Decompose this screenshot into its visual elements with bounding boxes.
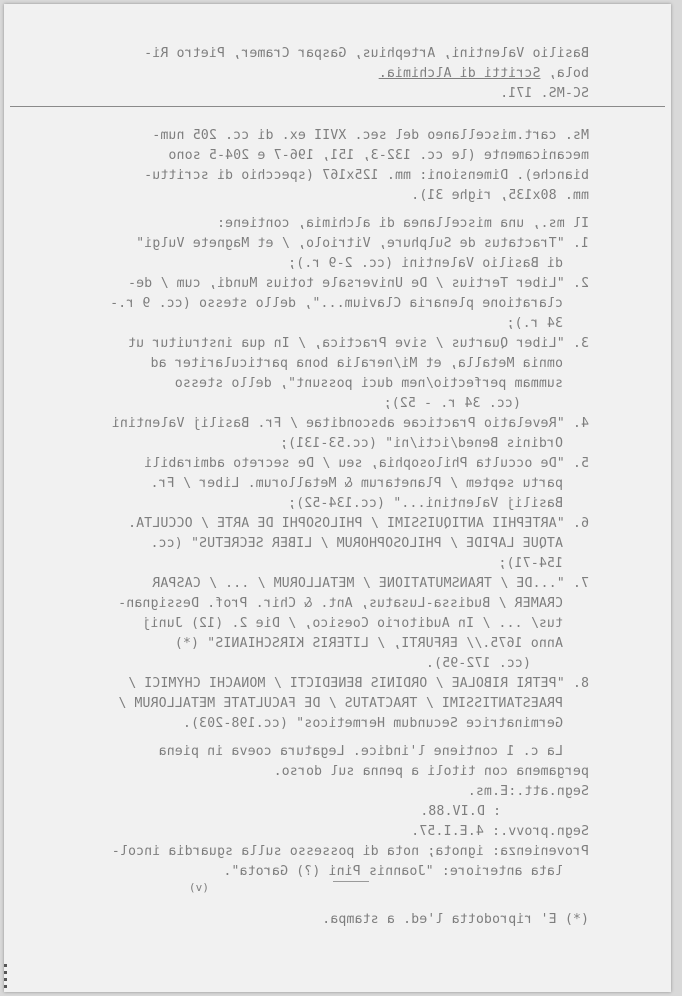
header-line-2 <box>379 66 589 82</box>
body-line: (v) <box>188 881 209 894</box>
body-line: Anno 1675.// ERFURTI, / LITERIS KIRSCHIANIS" (*) <box>174 636 563 651</box>
document-page <box>4 4 671 992</box>
list-item-4: 4. "Revelatio Practicae absconditae / Fr. Basilij Valentini <box>111 416 589 431</box>
list-item-8: 8. "PETRI RIBOLAE / ORDINIS BENEDICTI / MONACHI CHYMICI / <box>127 676 589 691</box>
body-line: mecanicamente (le cc. 132-3, 151, 196-7 e 204-5 sono <box>168 148 589 163</box>
body-line: La c. 1 contiene l'indice. Legatura coeva in piena <box>158 744 563 759</box>
body-line: Germinatrice Secundum Hermeticos" (cc.198-203). <box>182 716 563 731</box>
body-line: Segn.att.:E.ms. <box>467 784 589 799</box>
body-line: PRAESTANTISSIMI / TRACTATUS / DE FACULTATE METALLORUM / <box>118 696 563 711</box>
body-line: Provenienza: ignota; nota di possesso sulla sguardia incol- <box>111 844 589 859</box>
body-line: CRAMER / Budissa-Lusatus, Ant. & Chir. Prof. Dessignan- <box>118 596 563 611</box>
body-line: 34 r.); <box>506 316 563 331</box>
body-line: lata anteriore: "Joannis Pini (?) Garota". <box>223 864 563 879</box>
mirrored-text-layer <box>4 4 671 992</box>
header-title: Scritti di Alchimia. <box>378 66 541 81</box>
list-item-5: 5. "De occulta Philosophia, seu / De secreto admirabili <box>144 456 589 471</box>
body-line: omnia Metalla, et Mi/neralia bona particulariter ad <box>150 356 563 371</box>
body-line: Il ms., una miscellanea di alchimia, contiene: <box>216 216 589 231</box>
list-item-7: 7. "...DE / TRANSMUTATIONE / METALLORUM / ... / CASPAR <box>152 576 589 591</box>
body-line: partu septem / Planetarum & Metallorum. Liber / Fr. <box>150 476 563 491</box>
list-item-2: 2. "Liber Tertius / De Universale totius Mundi, cum / de- <box>127 276 589 291</box>
body-line: Ordinis Bened/icti/ni" (cc.53-131); <box>279 436 563 451</box>
footnote: (*) E' riprodotta l'ed. a stampa. <box>322 912 589 927</box>
body-line: 154-71); <box>498 556 563 571</box>
separator-dash <box>333 881 369 882</box>
body-line: di Basilio Valentini (cc. 2-9 r.); <box>287 256 563 271</box>
list-item-1: 1. "Tractatus de Sulphure, Vitriolo, / et Magnete Vulgi" <box>135 236 589 251</box>
body-line: claratione plenaria Clavium...", dello stesso (cc. 9 r.- <box>109 296 563 311</box>
body-line: Basilij Valentini..." (cc.134-52); <box>287 496 563 511</box>
body-line: tus/ ... / In Auditorio Coesico, / Die 2. (12) Junij <box>142 616 563 631</box>
header-line-1: Basilio Valentini, Artephius, Gaspar Cramer, Pietro Ri- <box>144 46 589 61</box>
body-line: (cc. 172-95). <box>425 656 531 671</box>
body-line: Segn.provv.: 4.E.I.57. <box>411 824 589 839</box>
body-line: pergamena con titoli a penna sul dorso. <box>273 764 589 779</box>
body-line: mm. 80x135, righe 31). <box>411 188 589 203</box>
list-item-6: 6. "ARTEPHII ANTIQUISSIMI / PHILOSOPHI DE ARTE / OCCULTA. <box>127 516 589 531</box>
body-line: ATQUE LAPIDE / PHILOSOPHORUM / LIBER SECRETUS" (cc. <box>150 536 563 551</box>
body-line: (cc. 34 r. - 52); <box>383 396 521 411</box>
body-line: : D.IV.88. <box>420 804 501 819</box>
shelfmark: SC-MS. 171. <box>500 86 589 101</box>
binder-holes <box>4 964 7 992</box>
list-item-3: 3. "Liber Quartus / sive Practica, / In qua instruitur ut <box>127 336 589 351</box>
body-line: summam perfectio/nem duci possunt", dello stesso <box>174 376 563 391</box>
body-line: Ms. cart.miscellaneo del sec. XVII ex. di cc. 205 num- <box>152 128 589 143</box>
body-line: bianche). Dimensioni: mm. 125x167 (specchio di scrittu- <box>144 168 589 183</box>
header-line-2-pre: bola, <box>540 66 589 81</box>
header-rule <box>10 106 665 107</box>
